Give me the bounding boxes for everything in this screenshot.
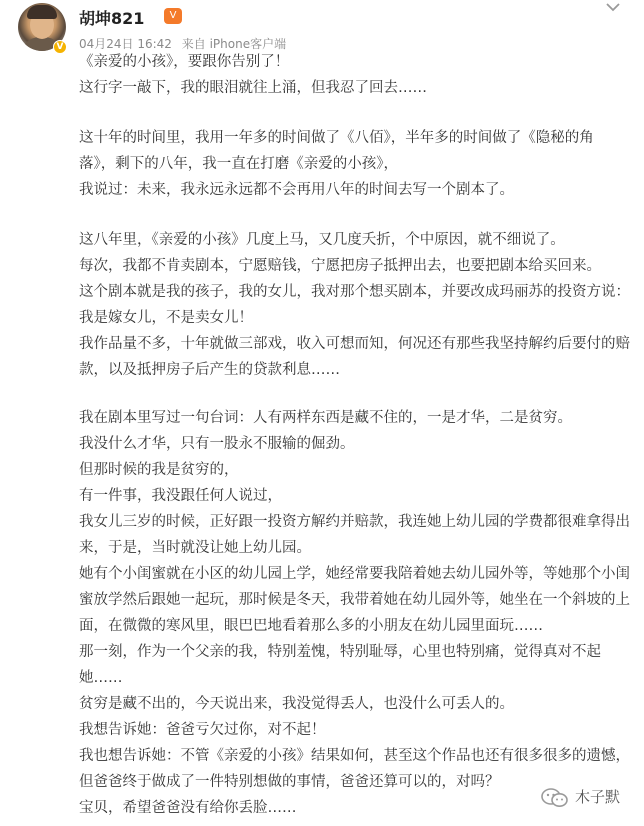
post-line: 每次，我都不肯卖剧本，宁愿赔钱，宁愿把房子抵押出去，也要把剧本给买回来。 xyxy=(79,258,601,274)
post-header xyxy=(0,0,644,58)
post-line: 这八年里，《亲爱的小孩》几度上马，又几度夭折，个中原因，就不细说了。 xyxy=(79,232,565,248)
post-line: 但爸爸终于做成了一件特别想做的事情，爸爸还算可以的，对吗？ xyxy=(79,774,500,790)
post-line: 这行字一敲下，我的眼泪就往上涌，但我忍了回去…… xyxy=(79,80,427,96)
wechat-icon xyxy=(541,788,569,808)
post-line: 贫穷是藏不出的，今天说出来，我没觉得丢人，也没什么可丢人的。 xyxy=(79,696,514,712)
post-line: 那一刻，作为一个父亲的我，特别羞愧，特别耻辱，心里也特别痛，觉得真对不起 xyxy=(79,644,601,660)
post-line: 落》，剩下的八年，我一直在打磨《亲爱的小孩》， xyxy=(79,156,398,172)
post-line: 她有个小闺蜜就在小区的幼儿园上学，她经常要我陪着她去幼儿园外等，等她那个小闺 xyxy=(79,566,630,582)
post-line: 我没什么才华，只有一股永不服输的倔劲。 xyxy=(79,436,355,452)
post-line: 她…… xyxy=(79,670,123,686)
post-line: 这个剧本就是我的孩子，我的女儿，我对那个想买剧本，并要改成玛丽苏的投资方说： xyxy=(79,284,630,300)
post-line: 有一件事，我没跟任何人说过， xyxy=(79,488,282,504)
post-line: 来，于是，当时就没让她上幼儿园。 xyxy=(79,540,311,556)
post-line: 蜜放学然后跟她一起玩，那时候是冬天，我带着她在幼儿园外等，她坐在一个斜坡的上 xyxy=(79,592,630,608)
post-line: 面，在微微的寒风里，眼巴巴地看着那么多的小朋友在幼儿园里面玩…… xyxy=(79,618,543,634)
post-line: 我也想告诉她：不管《亲爱的小孩》结果如何，甚至这个作品也还有很多很多的遗憾， xyxy=(79,748,630,764)
post-date[interactable]: 04月24日 16:42 xyxy=(79,37,172,51)
post-line: 我想告诉她：爸爸亏欠过你，对不起！ xyxy=(79,722,326,738)
watermark-text: 木子默 xyxy=(575,788,621,806)
post-line: 我女儿三岁的时候，正好跟一投资方解约并赔款，我连她上幼儿园的学费都很难拿得出 xyxy=(79,514,630,530)
post-line: 这十年的时间里，我用一年多的时间做了《八佰》，半年多的时间做了《隐秘的角 xyxy=(79,130,594,146)
post-line: 我在剧本里写过一句台词：人有两样东西是藏不住的，一是才华，二是贫穷。 xyxy=(79,410,572,426)
post-meta xyxy=(79,35,292,52)
level-badge-icon: V xyxy=(164,8,182,24)
chevron-down-icon[interactable] xyxy=(603,0,623,16)
post-line: 我是嫁女儿，不是卖女儿！ xyxy=(79,310,253,326)
post-line: 《亲爱的小孩》，要跟你告别了！ xyxy=(79,54,290,70)
chevron-down-icon-svg xyxy=(606,2,620,12)
post-line: 我作品量不多，十年就做三部戏，收入可想而知，何况还有那些我坚持解约后要付的赔 xyxy=(79,336,630,352)
post-line: 但那时候的我是贫穷的， xyxy=(79,462,239,478)
verified-badge-icon: V xyxy=(53,40,67,54)
avatar-hair xyxy=(27,5,57,19)
post-line: 宝贝，希望爸爸没有给你丢脸…… xyxy=(79,800,297,816)
post-source: 来自 iPhone客户端 xyxy=(181,37,287,51)
post-line: 款，以及抵押房子后产生的贷款利息…… xyxy=(79,362,340,378)
username[interactable]: 胡坤821 xyxy=(79,9,145,28)
post-line: 我说过：未来，我永远永远都不会再用八年的时间去写一个剧本了。 xyxy=(79,182,514,198)
